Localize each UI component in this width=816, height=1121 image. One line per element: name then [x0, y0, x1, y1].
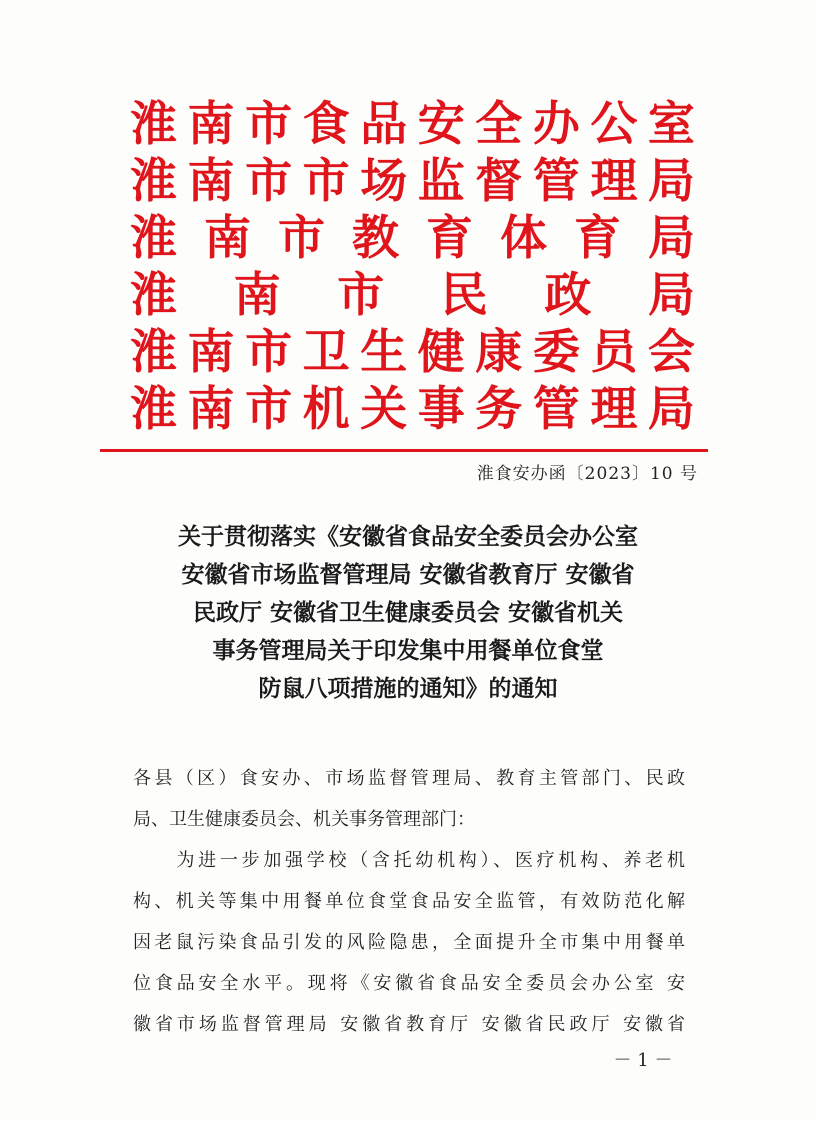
issuer-line [130, 381, 695, 438]
issuer-char: 局 [648, 211, 695, 266]
title-line: 民政厅 安徽省卫生健康委员会 安徽省机关 [192, 600, 623, 626]
body-line: 构、机关等集中用餐单位食堂食品安全监管，有效防范化解 [133, 891, 685, 912]
issuer-char: 市 [302, 154, 350, 209]
title-line: 事务管理局关于印发集中用餐单位食堂 [212, 638, 604, 664]
issuer-char: 局 [647, 154, 695, 209]
issuer-char: 民 [440, 268, 488, 323]
issuer-char: 督 [475, 154, 523, 209]
issuer-char: 管 [532, 154, 580, 209]
issuer-char: 管 [532, 382, 580, 437]
issuer-line [130, 153, 695, 210]
document-title [100, 518, 716, 708]
body-line: 为进一步加强学校（含托幼机构）、医疗机构、养老机 [133, 850, 685, 871]
issuer-char: 卫 [302, 325, 350, 380]
issuer-char: 全 [475, 97, 523, 152]
issuer-char: 教 [352, 211, 399, 266]
issuer-char: 淮 [130, 268, 177, 323]
issuer-header [130, 96, 695, 438]
issuer-char: 健 [417, 325, 465, 380]
issuer-char: 南 [204, 211, 251, 266]
issuer-char: 市 [278, 211, 325, 266]
issuer-char: 事 [417, 382, 465, 437]
issuer-char: 务 [475, 382, 523, 437]
issuer-char: 安 [417, 97, 465, 152]
issuer-char: 品 [360, 97, 408, 152]
red-divider-line [100, 449, 708, 452]
issuer-char: 育 [426, 211, 473, 266]
issuer-char: 南 [187, 382, 235, 437]
issuer-char: 市 [245, 154, 293, 209]
issuer-char: 淮 [130, 211, 177, 266]
issuer-char: 南 [187, 325, 235, 380]
issuer-char: 体 [500, 211, 547, 266]
issuer-line [130, 267, 695, 324]
issuer-char: 场 [360, 154, 408, 209]
issuer-char: 理 [590, 154, 638, 209]
issuer-char: 室 [647, 97, 695, 152]
issuer-char: 公 [590, 97, 638, 152]
body-line: 局、卫生健康委员会、机关事务管理部门： [133, 809, 475, 830]
issuer-char: 淮 [130, 325, 177, 380]
title-line: 防鼠八项措施的通知》的通知 [258, 676, 558, 702]
issuer-char: 市 [245, 97, 293, 152]
issuer-char: 淮 [130, 154, 177, 209]
body-line: 位食品安全水平。现将《安徽省食品安全委员会办公室 安 [133, 973, 685, 994]
issuer-line [130, 96, 695, 153]
title-line: 关于贯彻落实《安徽省食品安全委员会办公室 [178, 524, 638, 550]
issuer-char: 局 [647, 268, 695, 323]
issuer-char: 机 [302, 382, 350, 437]
issuer-char: 食 [302, 97, 350, 152]
issuer-char: 委 [532, 325, 580, 380]
issuer-char: 育 [574, 211, 621, 266]
document-number: 淮食安办函〔2023〕10 号 [476, 464, 698, 484]
issuer-char: 员 [590, 325, 638, 380]
issuer-char: 市 [245, 382, 293, 437]
page-number: － 1 － [613, 1050, 673, 1071]
issuer-char: 淮 [130, 97, 177, 152]
issuer-char: 政 [544, 268, 592, 323]
issuer-char: 关 [360, 382, 408, 437]
issuer-char: 淮 [130, 382, 177, 437]
body-line: 因老鼠污染食品引发的风险隐患，全面提升全市集中用餐单 [133, 932, 685, 953]
title-line: 安徽省市场监督管理局 安徽省教育厅 安徽省 [181, 562, 635, 588]
issuer-line [130, 210, 695, 267]
document-body [133, 758, 685, 1045]
body-line: 各县（区）食安办、市场监督管理局、教育主管部门、民政 [133, 768, 685, 789]
issuer-char: 康 [475, 325, 523, 380]
issuer-char: 理 [590, 382, 638, 437]
issuer-char: 南 [187, 154, 235, 209]
issuer-char: 南 [233, 268, 281, 323]
issuer-char: 生 [360, 325, 408, 380]
issuer-line [130, 324, 695, 381]
issuer-char: 南 [187, 97, 235, 152]
issuer-char: 市 [337, 268, 385, 323]
issuer-char: 监 [417, 154, 465, 209]
issuer-char: 会 [647, 325, 695, 380]
issuer-char: 局 [647, 382, 695, 437]
issuer-char: 办 [532, 97, 580, 152]
body-line: 徽省市场监督管理局 安徽省教育厅 安徽省民政厅 安徽省 [133, 1014, 685, 1035]
issuer-char: 市 [245, 325, 293, 380]
